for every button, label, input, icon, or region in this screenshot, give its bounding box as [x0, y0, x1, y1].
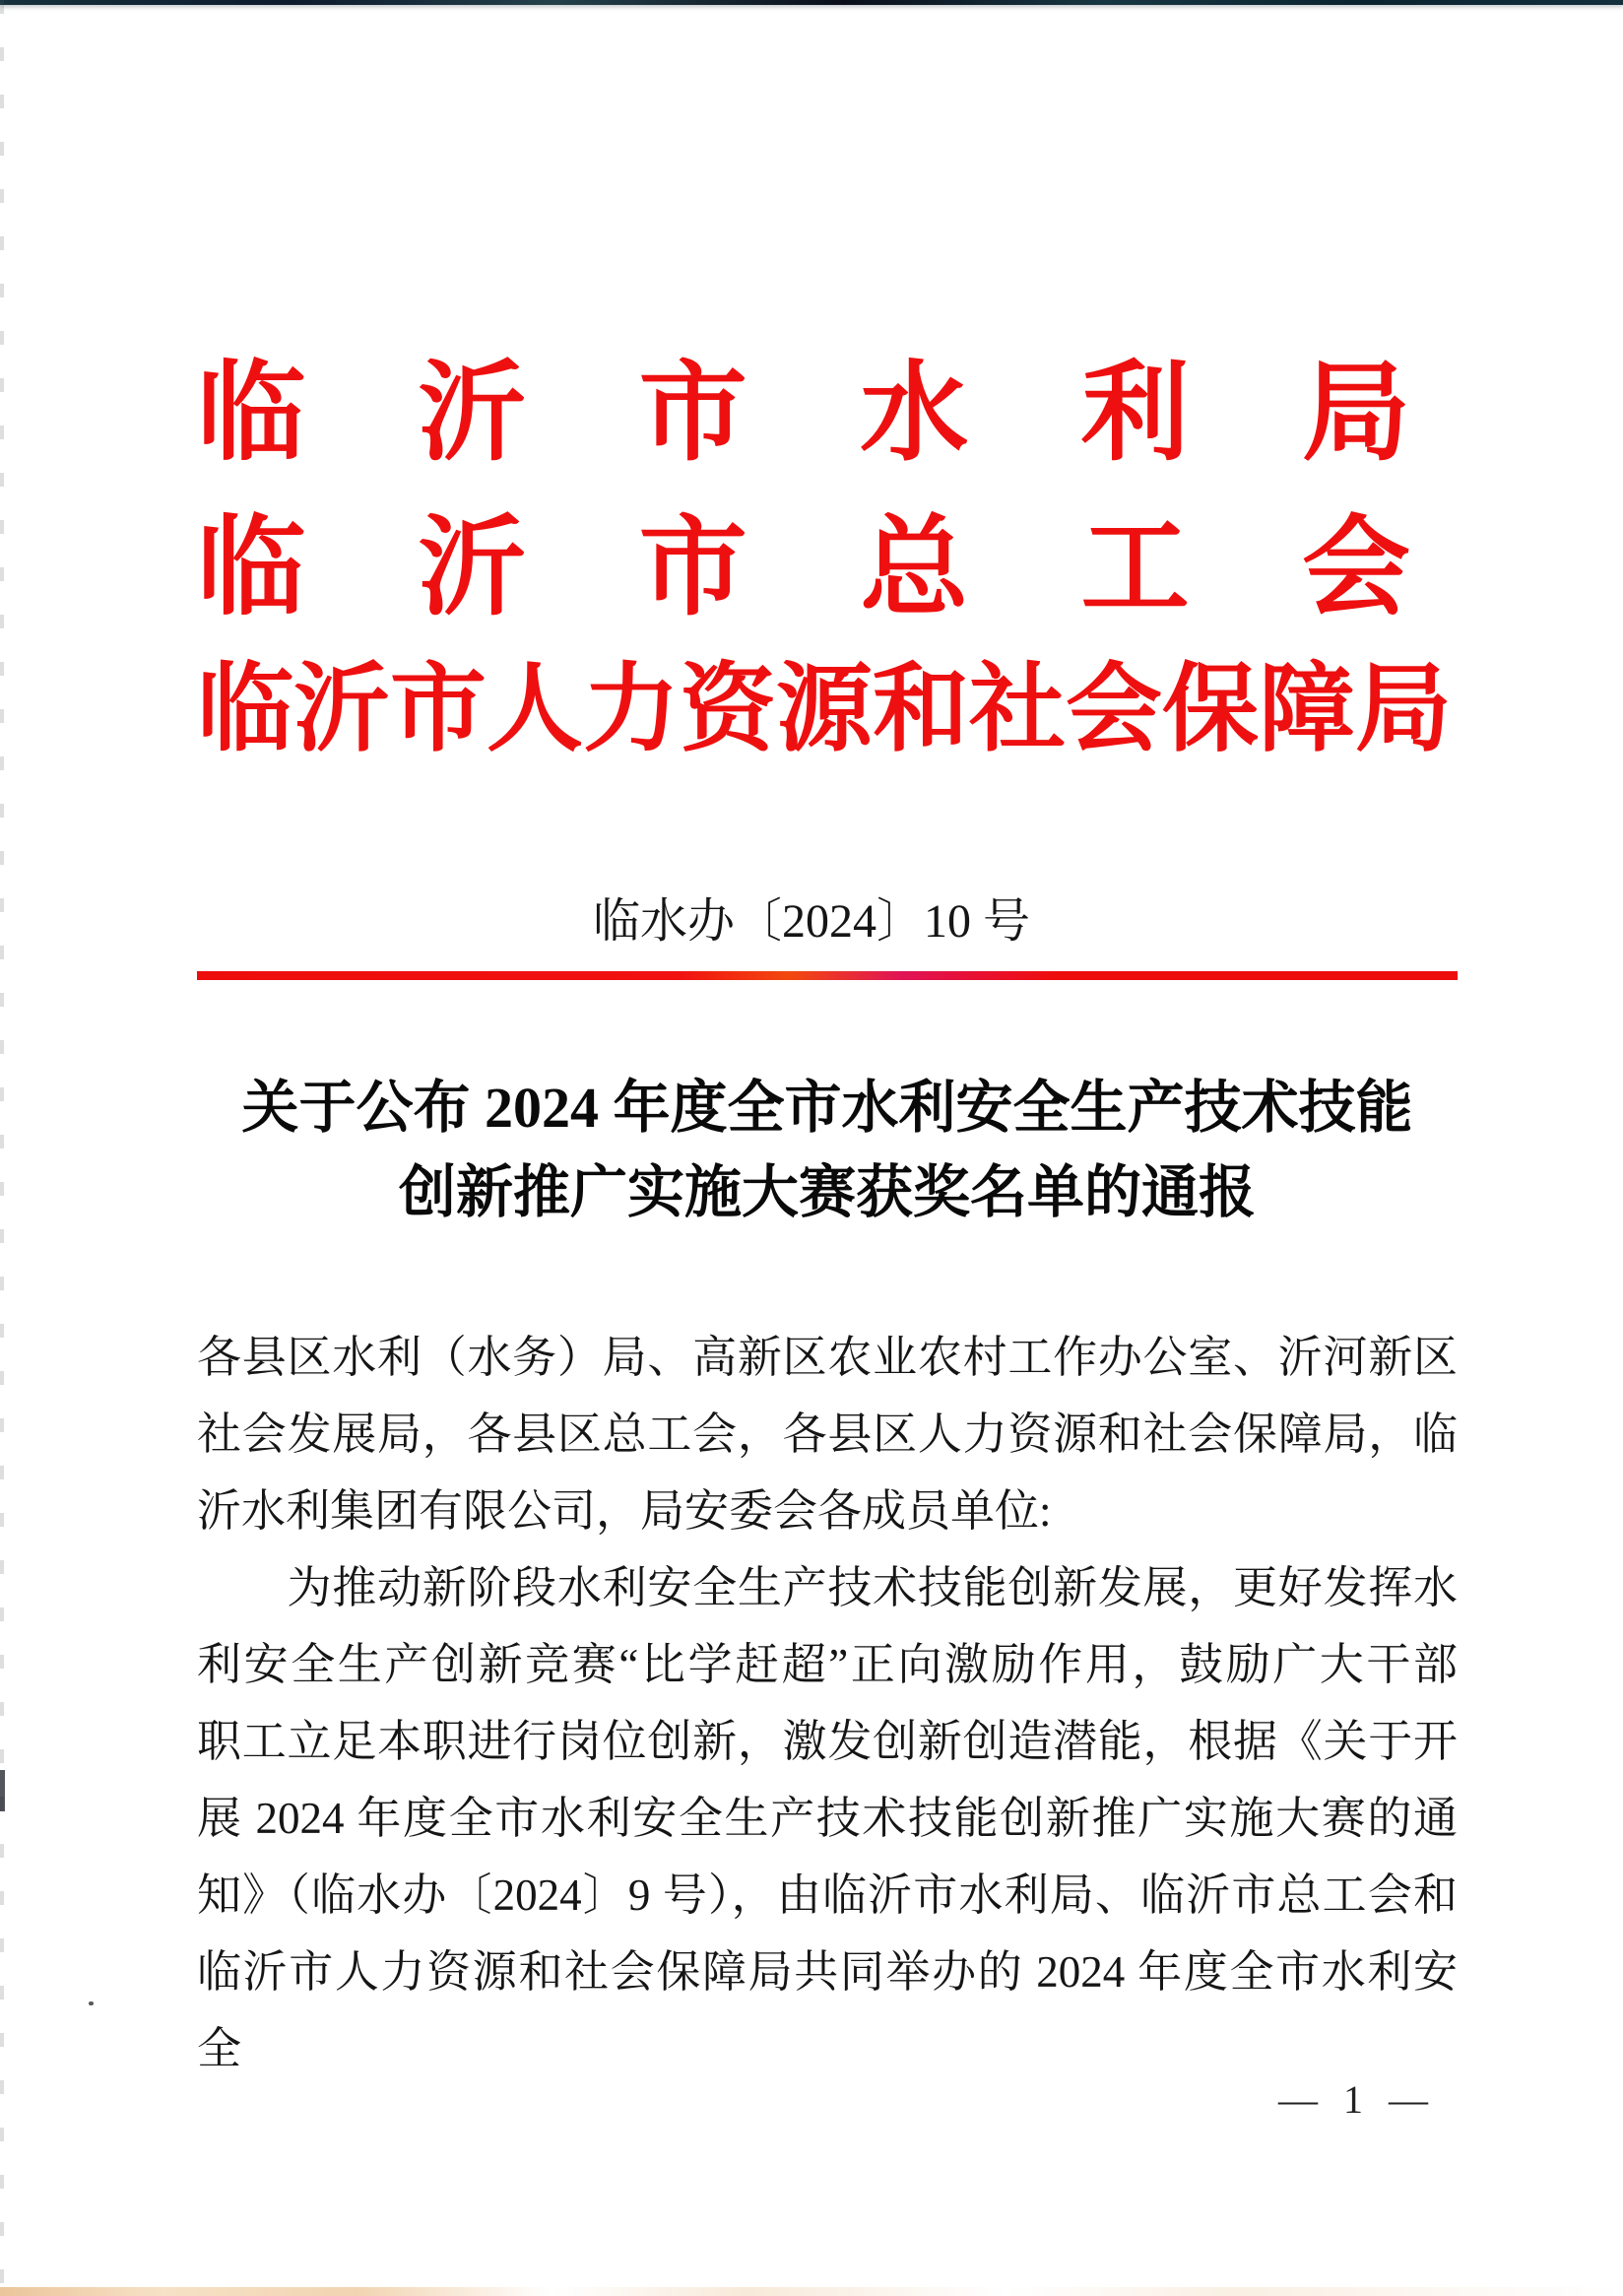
- document-number: 临水办〔2024〕10 号: [592, 895, 1030, 948]
- body-line: 知》（临水办〔2024〕9 号），由临沂市水利局、临沂市总工会和: [197, 1870, 1458, 1920]
- scan-left-edge-notch-artifact: [0, 1770, 5, 1811]
- body-line: 展 2024 年度全市水利安全生产技术技能创新推广实施大赛的通: [197, 1794, 1458, 1843]
- scan-top-edge-artifact: [0, 0, 1623, 5]
- body-line: 临沂市人力资源和社会保障局共同举办的 2024 年度全市水利安全: [197, 1947, 1458, 2073]
- document-body: [197, 1319, 1458, 2073]
- body-line: 沂水利集团有限公司，局安委会各成员单位:: [197, 1486, 1052, 1536]
- body-line: 社会发展局，各县区总工会，各县区人力资源和社会保障局，临: [197, 1410, 1458, 1459]
- title-line-1: 关于公布 2024 年度全市水利安全生产技术技能: [241, 1076, 1413, 1140]
- page-number: — 1 —: [1278, 2077, 1436, 2122]
- body-line: 为推动新阶段水利安全生产技术技能创新发展，更好发挥水: [197, 1563, 1458, 1612]
- red-divider-rule: [197, 971, 1458, 980]
- scan-left-edge-artifact: [0, 0, 4, 2296]
- org-name-line-3: 临沂市人力资源和社会保障局: [197, 657, 1453, 763]
- body-line: 利安全生产创新竞赛“比学赶超”正向激励作用，鼓励广大干部: [197, 1640, 1458, 1689]
- body-line: 职工立足本职进行岗位创新，激发创新创造潜能，根据《关于开: [197, 1717, 1458, 1766]
- scan-bottom-edge-artifact: [0, 2287, 1623, 2296]
- scan-speck-artifact: [89, 2001, 94, 2005]
- org-name-line-2: 临沂市总工会: [197, 508, 1410, 628]
- document-title: [197, 1066, 1458, 1235]
- org-name-line-1: 临沂市水利局: [197, 354, 1410, 474]
- title-line-2: 创新推广实施大赛获奖名单的通报: [398, 1160, 1256, 1224]
- body-line: 各县区水利（水务）局、高新区农业农村工作办公室、沂河新区: [197, 1333, 1458, 1382]
